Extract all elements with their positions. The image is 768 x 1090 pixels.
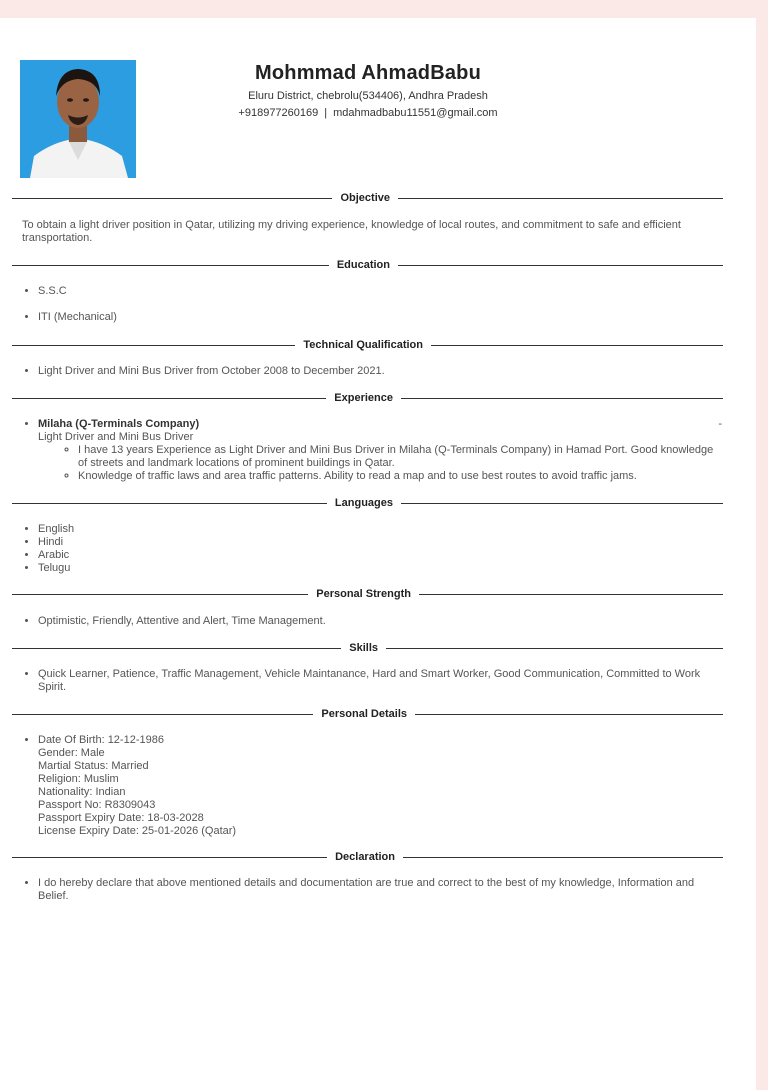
detail-line: Religion: Muslim [38, 773, 119, 785]
skills-heading [12, 641, 723, 655]
section-title: Languages [334, 497, 393, 509]
education-heading [12, 258, 723, 272]
declaration-list [22, 877, 702, 903]
profile-photo [20, 60, 136, 178]
list-item: • Telugu [38, 562, 722, 575]
languages-list [22, 523, 722, 575]
list-item: • Light Driver and Mini Bus Driver from October 2008 to December 2021. [38, 365, 722, 378]
section-title: Personal Strength [316, 588, 411, 600]
strength-list [22, 615, 722, 628]
technical-heading [12, 338, 723, 352]
personal-details-list [22, 734, 722, 838]
detail-line: Passport No: R8309043 [38, 799, 156, 811]
strength-heading [12, 587, 723, 601]
date-dash: - [718, 418, 722, 430]
list-item: • ITI (Mechanical) [38, 311, 722, 324]
resume-header [200, 62, 536, 119]
experience-point: ◦ I have 13 years Experience as Light Driver and Mini Bus Driver in Milaha (Q-Terminals Company) in Hamad Port. Good knowledge of streets and landmark locations of prominent buildings in Qatar. [78, 444, 722, 470]
list-item: • I do hereby declare that above mentioned details and documentation are true and correct to the best of my knowledge, Information and Belief. [38, 877, 702, 903]
section-title: Experience [334, 392, 393, 404]
list-item: • Quick Learner, Patience, Traffic Management, Vehicle Maintanance, Hard and Smart Worker, Good Communication, Committed to Work Spirit. [38, 668, 702, 694]
languages-heading [12, 496, 723, 510]
detail-line: Gender: Male [38, 747, 105, 759]
technical-list [22, 365, 722, 378]
company-name: Milaha (Q-Terminals Company) [38, 418, 200, 430]
person-photo-icon [20, 60, 136, 178]
list-item: • Arabic [38, 549, 722, 562]
phone-number: +918977260169 [238, 107, 319, 119]
detail-line: License Expiry Date: 25-01-2026 (Qatar) [38, 825, 237, 837]
section-title: Declaration [335, 851, 395, 863]
section-title: Objective [340, 192, 390, 204]
section-title: Technical Qualification [303, 339, 423, 351]
resume-page [0, 18, 756, 1090]
job-role: Light Driver and Mini Bus Driver [38, 431, 194, 443]
contact-separator: | [324, 107, 328, 119]
section-title: Skills [349, 642, 378, 654]
candidate-name: Mohmmad AhmadBabu [255, 62, 481, 84]
list-item: • Optimistic, Friendly, Attentive and Alert, Time Management. [38, 615, 722, 628]
list-item: • Hindi [38, 536, 722, 549]
objective-text: To obtain a light driver position in Qatar, utilizing my driving experience, knowledge of local routes, and commitment to safe and efficient transportation. [22, 219, 681, 244]
experience-heading [12, 391, 723, 405]
experience-block [22, 418, 722, 483]
list-item: • S.S.C [38, 285, 722, 298]
objective-heading [12, 191, 723, 205]
personal-details-heading [12, 707, 723, 721]
contact-line [200, 107, 536, 119]
education-list [22, 285, 722, 324]
section-title: Personal Details [321, 708, 407, 720]
detail-line: Martial Status: Married [38, 760, 149, 772]
detail-line: Passport Expiry Date: 18-03-2028 [38, 812, 204, 824]
skills-list [22, 668, 702, 694]
detail-line: Date Of Birth: 12-12-1986 [38, 734, 164, 746]
list-item: • English [38, 523, 722, 536]
section-title: Education [336, 259, 390, 271]
candidate-address: Eluru District, chebrolu(534406), Andhra Pradesh [248, 90, 488, 102]
declaration-heading [12, 850, 723, 864]
detail-line: Nationality: Indian [38, 786, 126, 798]
email-address: mdahmadbabu11551@gmail.com [333, 107, 498, 119]
experience-point: ◦ Knowledge of traffic laws and area traffic patterns. Ability to read a map and to use best routes to avoid traffic jams. [78, 470, 722, 483]
